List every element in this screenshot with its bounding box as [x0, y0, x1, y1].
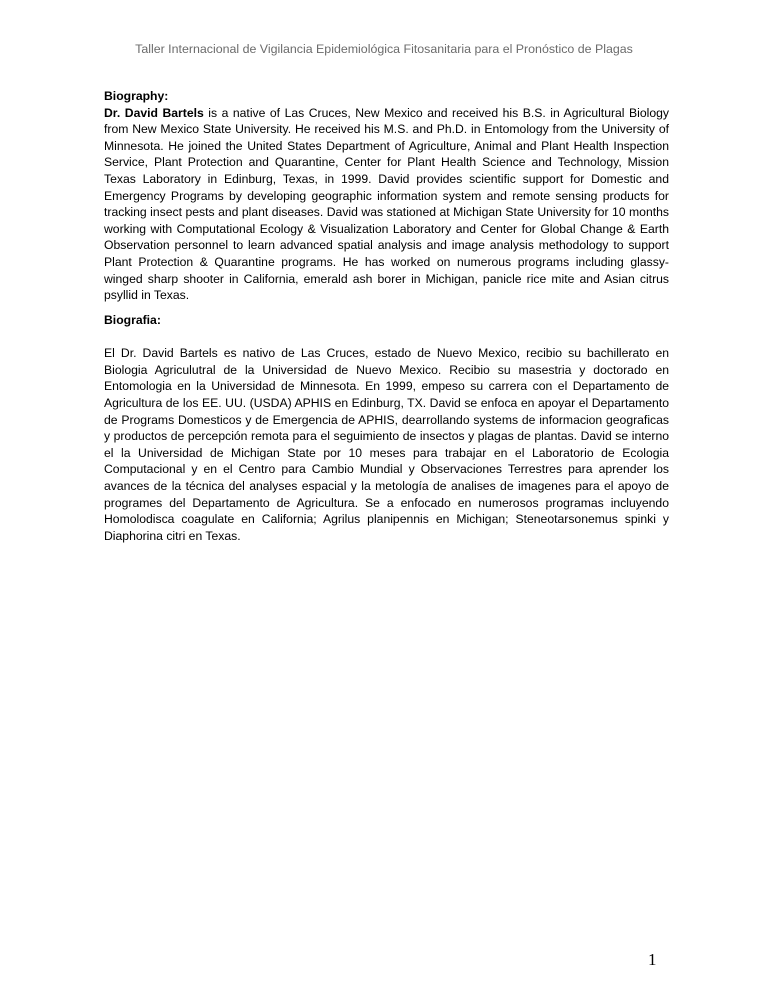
page-number: 1 — [648, 950, 657, 969]
biografia-paragraph: El Dr. David Bartels es nativo de Las Cruces, estado de Nuevo Mexico, recibio su bachillerato en Biologia Agriculutral de la Universidad de Nuevo Mexico. Recibio su masestria y doctorado en Entomologia en la Universidad de Minnesota. En 1999, empeso su carrera con el Departamento de Agricultura de los EE. UU. (USDA) APHIS en Edinburg, TX. David se enfoca en apoyar el Departamento de Programs Domesticos y de Emergencia de APHIS, dearrollando systems de informacion geograficas y productos de percepción remota para el seguimiento de insectos y plagas de plantas. David se interno el la Universidad de Michigan State por 10 meses para trabajar en el Laboratorio de Ecologia Computacional y en el Centro para Cambio Mundial y Observaciones Terrestres para aprender los avances de la técnica del analyses espacial y la metología de analises de imagenes para el apoyo de programes del Departamento de Agricultura. Se a enfocado en numerosos programas incluyendo Homolodisca coagulate en California; Agrilus planipennis en Michigan; Steneotarsonemus spinki y Diaphorina citri en Texas. — [104, 346, 669, 543]
page-header: Taller Internacional de Vigilancia Epidemiológica Fitosanitaria para el Pronóstico de Plagas — [135, 42, 633, 56]
biography-body-text: is a native of Las Cruces, New Mexico and received his B.S. in Agricultural Biology from New Mexico State University. He received his M.S. and Ph.D. in Entomology from the University of Minnesota. He joined the United States Department of Agriculture, Animal and Plant Health Inspection Service, Plant Protection and Quarantine, Center for Plant Health Science and Technology, Mission Texas Laboratory in Edinburg, Texas, in 1999. David provides scientific support for Domestic and Emergency Programs by developing geographic information system and remote sensing products for tracking insect pests and plant diseases. David was stationed at Michigan State University for 10 months working with Computational Ecology & Visualization Laboratory and Center for Global Change & Earth Observation personnel to learn advanced spatial analysis and image analysis methodology to support Plant Protection & Quarantine programs. He has worked on numerous programs including glassy-winged sharp shooter in California, emerald ash borer in Michigan, panicle rice mite and Asian citrus psyllid in Texas. — [104, 105, 669, 303]
biography-heading: Biography: — [104, 89, 169, 103]
biography-english-section — [104, 88, 669, 304]
biography-paragraph — [104, 105, 669, 304]
author-name: Dr. David Bartels — [104, 105, 204, 120]
biografia-spanish-section — [104, 312, 669, 544]
biografia-heading: Biografia: — [104, 313, 161, 327]
